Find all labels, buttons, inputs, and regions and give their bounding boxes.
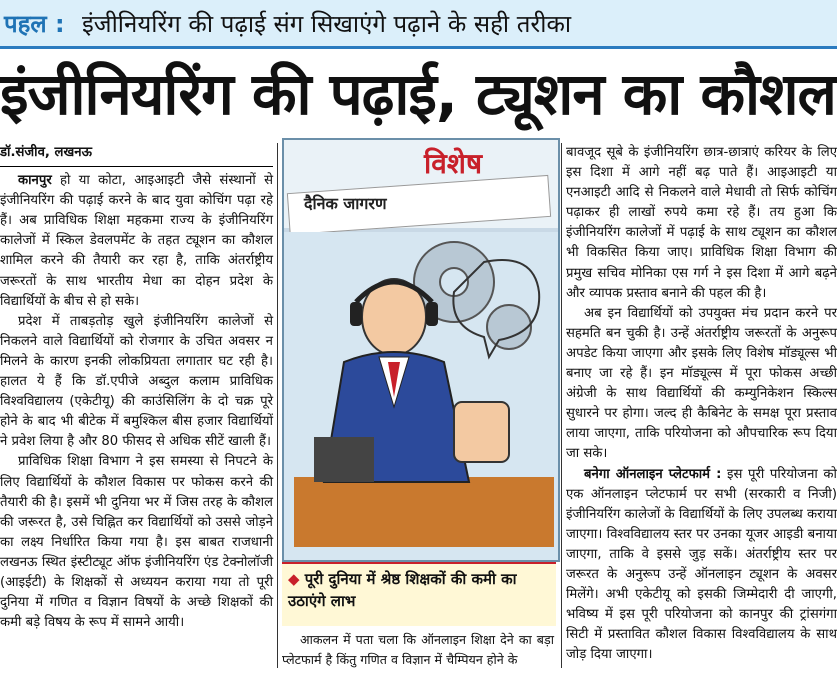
article-column-2 [282,630,554,670]
cartoon-drawing [284,232,558,560]
vishesh-banner [284,140,558,228]
paragraph: बावजूद सूबे के इंजीनियरिंग छात्र-छात्राएं करियर के लिए इस दिशा में आगे नहीं बढ़ पाते हैं। आइआइटी या एनआइटी आदि से निकलने वाले मेधावी तो सिर्फ कोचिंग पढ़ाकर ही लाखों रुपये कमा रहे हैं। तय हुआ कि इंजीनियरिंग कालेजों में पढ़ाई के साथ ट्यूशन का कौशल भी विकसित किया जाए। प्राविधिक शिक्षा विभाग की प्रमुख सचिव मोनिका एस गर्ग ने इस दिशा में आगे बढ़ने और व्यापक प्रस्ताव बनाने की पहल की है। [566,145,837,301]
paragraph: प्राविधिक शिक्षा विभाग ने इस समस्या से निपटने के लिए विद्यार्थियों के कौशल विकास पर फोकस करने की तैयारी की है। इसमें भी दुनिया भर में जिस तरह के कौशल की जरूरत है, उसे चिह्नित कर विद्यार्थियों को उससे जोड़ने का लक्ष्य निर्धारित किया गया है। इस बाबत राजधानी लखनऊ स्थित इंस्टीट्यूट ऑफ इंजीनियरिंग एंड टेक्नोलॉजी (आइईटी) के शिक्षकों से अध्ययन कराया गया तो पूरी दुनिया में गणित व विज्ञान विषयों के अच्छे शिक्षकों की कमी बड़े विषय के रूप में सामने आयी। [0,454,273,631]
diamond-icon: ◆ [288,570,300,588]
caption-text: पूरी दुनिया में श्रेष्ठ शिक्षकों की कमी का उठाएंगे लाभ [288,570,517,610]
kicker-tag: पहल : [4,9,65,38]
subhead: बनेगा ऑनलाइन प्लेटफार्म : [584,466,722,482]
kicker-text: इंजीनियरिंग की पढ़ाई संग सिखाएंगे पढ़ाने के सही तरीका [82,9,572,38]
desk [294,477,554,547]
photo-caption [282,562,556,626]
paragraph: आकलन में पता चला कि ऑनलाइन शिक्षा देने का बड़ा प्लेटफार्म है किंतु गणित व विज्ञान में चैम्पियन होने के [282,632,554,668]
vishesh-label: विशेष [424,147,483,180]
paragraph: अब इन विद्यार्थियों को उपयुक्त मंच प्रदान करने पर सहमति बन चुकी है। उन्हें अंतर्राष्ट्रीय जरूरतों के अनुरूप अपडेट किया जाएगा और इसके लिए विशेष मॉड्यूल्स भी बनाए जा रहे हैं। इन मॉड्यूल्स में पूरा फोकस अच्छी अंग्रेजी के साथ विद्यार्थियों की कम्युनिकेशन स्किल्स सुधारने पर होगा। जल्द ही कैबिनेट के समक्ष पूरा प्रस्ताव लाया जाएगा, ताकि परियोजना को औपचारिक रूप दिया जा सके। [566,305,837,462]
column-divider [561,143,562,668]
paragraph: प्रदेश में ताबड़तोड़ खुले इंजीनियरिंग कालेजों से निकलने वाले विद्यार्थियों को रोजगार के उचित अवसर न मिलने के कारण इनकी लोकप्रियता लगातार घट रही है। हालत ये हैं कि डॉ.एपीजे अब्दुल कलाम प्राविधिक विश्वविद्यालय (एकेटीयू) की काउंसिलिंग के दो चक्र पूरे होने के बाद भी बीटेक में बमुश्किल बीस हजार विद्यार्थियों ने प्रवेश लिया है और 80 फीसद से अधिक सीटें खाली हैं। [0,313,273,450]
byline: डॉ.संजीव, लखनऊ [0,143,273,167]
cartoon-illustration [282,138,560,562]
dateline: कानपुर [18,173,52,189]
newspaper-logo: दैनिक जागरण [304,194,387,213]
headline: इंजीनियरिंग की पढ़ाई, ट्यूशन का कौशल [0,60,836,128]
gesturing-hand [454,402,509,462]
column-divider [277,143,278,668]
kicker-strip [0,0,837,49]
paragraph: बनेगा ऑनलाइन प्लेटफार्म : इस पूरी परियोजना को एक ऑनलाइन प्लेटफार्म पर सभी (सरकारी व निजी) इंजीनियरिंग कालेजों के विद्यार्थियों के लिए उपलब्ध कराया जाएगा। विश्वविद्यालय स्तर पर उनका यूजर आइडी बनाया जाएगा, ताकि वे इससे जुड़ सकें। अंतर्राष्ट्रीय स्तर पर जरूरत के अनुरूप उन्हें ऑनलाइन ट्यूशन के अवसर मिलेंगे। अभी एकेटीयू को इसकी जिम्मेदारी दी जाएगी, भविष्य में इस पूरी परियोजना को कानपुर की ट्रांसगंगा सिटी में प्रस्तावित कौशल विकास विश्वविद्यालय के साथ जोड़ दिया जाएगा। [566,466,837,663]
article-column-1 [0,143,273,633]
tutor-cartoon [284,232,558,560]
gear-icon [487,305,531,349]
article-column-3 [566,143,837,665]
paragraph: कानपुर हो या कोटा, आइआइटी जैसे संस्थानों से इंजीनियरिंग की पढ़ाई करने के बाद युवा कोचिंग पढ़ा रहे हैं। अब प्राविधिक शिक्षा महकमा राज्य के इंजीनियरिंग कालेजों में स्किल डेवलपमेंट के तहत ट्यूशन का कौशल शामिल करने की तैयारी कर रहा है, ताकि अंतर्राष्ट्रीय जरूरतों के साथ भारतीय मेधा का दोहन प्रदेश के विद्यार्थियों के बीच से हो सके। [0,173,273,309]
laptop-icon [314,437,374,482]
